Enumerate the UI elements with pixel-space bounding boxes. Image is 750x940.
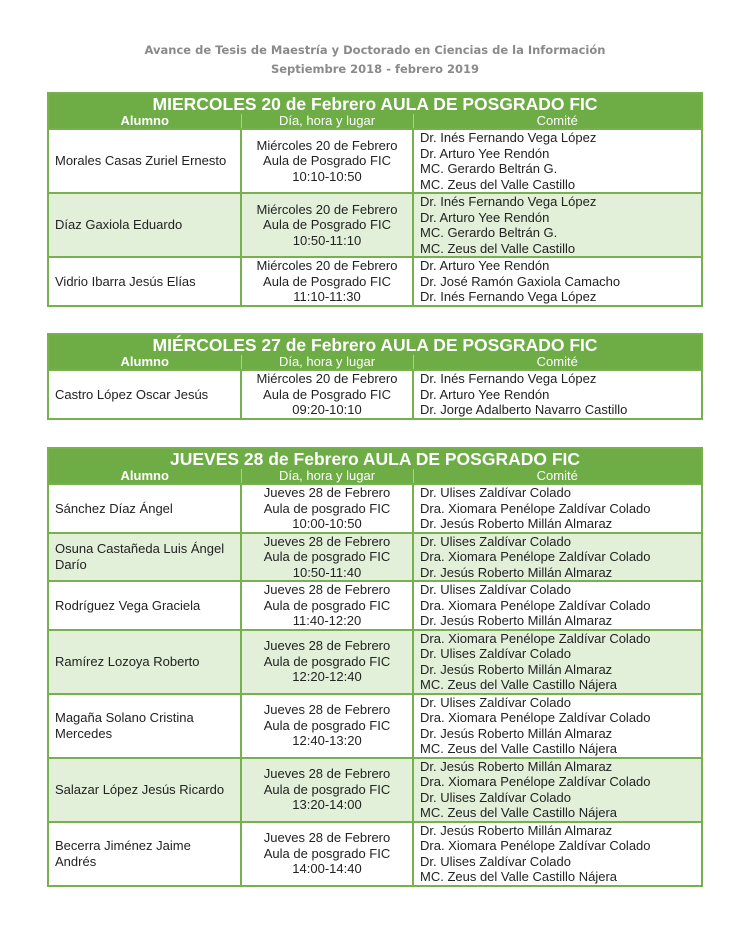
schedule-line: 11:40-12:20 (292, 613, 362, 628)
schedule-line: Aula de Posgrado FIC (263, 217, 391, 233)
committee-cell (413, 694, 702, 758)
schedule-line: Jueves 28 de Febrero (263, 582, 391, 597)
student-name: Magaña Solano Cristina Mercedes (48, 694, 241, 758)
committee-cell (413, 822, 702, 886)
document-header (0, 41, 750, 79)
committee-member: MC. Zeus del Valle Castillo (420, 240, 576, 256)
student-name: Sánchez Díaz Ángel (48, 484, 241, 533)
committee-cell (413, 533, 702, 582)
column-header: Día, hora y lugar (241, 355, 413, 370)
column-header-row (48, 355, 702, 370)
schedule-line: Jueves 28 de Febrero (263, 766, 391, 782)
committee-member: Dr. Ulises Zaldívar Colado (420, 582, 571, 597)
committee-member: Dra. Xiomara Penélope Zaldívar Colado (420, 774, 651, 789)
column-header: Comité (413, 469, 702, 484)
student-name: Castro López Oscar Jesús (48, 370, 241, 419)
document-subtitle: Septiembre 2018 - febrero 2019 (270, 62, 480, 76)
table-row (48, 484, 702, 533)
schedule-line: Jueves 28 de Febrero (263, 702, 391, 718)
schedule-cell (241, 581, 413, 630)
session-title-row (48, 93, 702, 114)
committee-cell (413, 758, 702, 822)
committee-member: Dr. Jesús Roberto Millán Almaraz (420, 564, 613, 580)
schedule-line: Jueves 28 de Febrero (263, 485, 391, 500)
committee-cell (413, 581, 702, 630)
document-title: Avance de Tesis de Maestría y Doctorado en Ciencias de la Información (144, 43, 606, 57)
schedule-line: Miércoles 20 de Febrero (256, 201, 398, 217)
committee-member: Dra. Xiomara Penélope Zaldívar Colado (420, 710, 651, 725)
schedule-line: 13:20-14:00 (292, 797, 362, 813)
session-table (47, 92, 703, 307)
table-row (48, 193, 702, 257)
committee-member: Dr. Jesús Roberto Millán Almaraz (420, 613, 613, 628)
student-name: Osuna Castañeda Luis Ángel Darío (48, 533, 241, 582)
column-header: Alumno (48, 114, 241, 129)
schedule-cell (241, 758, 413, 822)
schedule-line: 11:10-11:30 (293, 289, 361, 304)
schedule-line: 12:20-12:40 (292, 669, 362, 685)
session-title: MIÉRCOLES 27 de Febrero AULA DE POSGRADO FIC (48, 334, 702, 355)
committee-member: MC. Zeus del Valle Castillo (420, 176, 576, 192)
committee-cell (413, 484, 702, 533)
session-title: MIERCOLES 20 de Febrero AULA DE POSGRADO FIC (48, 93, 702, 114)
committee-member: MC. Zeus del Valle Castillo Nájera (420, 677, 617, 692)
column-header: Comité (413, 114, 702, 129)
committee-member: MC. Zeus del Valle Castillo Nájera (420, 805, 617, 820)
schedule-line: Miércoles 20 de Febrero (256, 137, 398, 153)
session-table (47, 447, 703, 887)
table-row (48, 822, 702, 886)
schedule-line: 10:50-11:10 (292, 232, 362, 248)
committee-cell (413, 630, 702, 694)
schedule-line: 10:10-10:50 (292, 168, 362, 184)
table-row (48, 758, 702, 822)
schedule-line: Aula de posgrado FIC (263, 653, 391, 669)
student-name: Salazar López Jesús Ricardo (48, 758, 241, 822)
session-title-row (48, 448, 702, 469)
table-row (48, 370, 702, 419)
committee-cell (413, 129, 702, 193)
committee-member: Dra. Xiomara Penélope Zaldívar Colado (420, 630, 651, 646)
committee-member: Dr. Inés Fernando Vega López (420, 371, 597, 386)
schedule-line: Aula de posgrado FIC (263, 597, 391, 613)
schedule-line: Jueves 28 de Febrero (263, 830, 391, 846)
schedule-line: Aula de posgrado FIC (263, 549, 391, 564)
schedule-cell (241, 129, 413, 193)
committee-member: MC. Gerardo Beltrán G. (420, 225, 558, 240)
schedule-cell (241, 193, 413, 257)
committee-member: Dr. Jesús Roberto Millán Almaraz (420, 516, 613, 531)
committee-member: Dr. Ulises Zaldívar Colado (420, 789, 571, 805)
schedule-line: Miércoles 20 de Febrero (256, 371, 398, 386)
schedule-cell (241, 694, 413, 758)
committee-member: Dr. Arturo Yee Rendón (420, 209, 550, 225)
schedule-cell (241, 484, 413, 533)
schedule-cell (241, 630, 413, 694)
student-name: Morales Casas Zuriel Ernesto (48, 129, 241, 193)
committee-member: MC. Zeus del Valle Castillo Nájera (420, 741, 617, 756)
column-header: Día, hora y lugar (241, 114, 413, 129)
column-header: Comité (413, 355, 702, 370)
table-row (48, 630, 702, 694)
table-row (48, 129, 702, 193)
committee-member: Dr. Jesús Roberto Millán Almaraz (420, 822, 613, 838)
committee-member: Dr. José Ramón Gaxiola Camacho (420, 273, 621, 289)
column-header-row (48, 469, 702, 484)
committee-member: Dr. Ulises Zaldívar Colado (420, 533, 571, 549)
committee-member: Dr. Inés Fernando Vega López (420, 130, 597, 145)
table-row (48, 257, 702, 306)
schedule-line: Miércoles 20 de Febrero (256, 258, 398, 273)
column-header: Alumno (48, 469, 241, 484)
schedule-line: 10:00-10:50 (292, 516, 362, 531)
committee-cell (413, 370, 702, 419)
schedule-line: Aula de Posgrado FIC (263, 273, 391, 289)
committee-member: Dr. Ulises Zaldívar Colado (420, 694, 571, 710)
schedule-line: Aula de Posgrado FIC (263, 153, 391, 169)
student-name: Ramírez Lozoya Roberto (48, 630, 241, 694)
schedule-cell (241, 257, 413, 306)
schedule-line: Aula de posgrado FIC (263, 500, 391, 516)
schedule-line: Aula de Posgrado FIC (263, 386, 391, 402)
column-header: Alumno (48, 355, 241, 370)
committee-member: Dra. Xiomara Penélope Zaldívar Colado (420, 597, 651, 613)
committee-member: Dra. Xiomara Penélope Zaldívar Colado (420, 549, 651, 564)
schedule-cell (241, 533, 413, 582)
committee-member: Dr. Ulises Zaldívar Colado (420, 485, 571, 500)
student-name: Becerra Jiménez Jaime Andrés (48, 822, 241, 886)
committee-member: Dr. Jesús Roberto Millán Almaraz (420, 758, 613, 774)
committee-member: MC. Zeus del Valle Castillo Nájera (420, 869, 617, 884)
schedule-line: 10:50-11:40 (292, 564, 362, 580)
committee-member: Dr. Jesús Roberto Millán Almaraz (420, 725, 613, 741)
committee-member: Dr. Arturo Yee Rendón (420, 258, 550, 273)
schedule-line: 14:00-14:40 (292, 861, 362, 877)
schedule-line: 12:40-13:20 (292, 733, 362, 749)
schedule-line: Jueves 28 de Febrero (263, 638, 391, 654)
column-header: Día, hora y lugar (241, 469, 413, 484)
schedule-cell (241, 370, 413, 419)
committee-member: Dr. Jesús Roberto Millán Almaraz (420, 661, 613, 677)
committee-member: Dra. Xiomara Penélope Zaldívar Colado (420, 838, 651, 853)
schedule-line: Aula de posgrado FIC (263, 717, 391, 733)
schedule-cell (241, 822, 413, 886)
schedule-line: Aula de posgrado FIC (263, 845, 391, 861)
committee-member: Dr. Jorge Adalberto Navarro Castillo (420, 402, 628, 417)
schedule-line: Aula de posgrado FIC (263, 781, 391, 797)
table-row (48, 533, 702, 582)
committee-member: MC. Gerardo Beltrán G. (420, 161, 558, 176)
session-title: JUEVES 28 de Febrero AULA DE POSGRADO FIC (48, 448, 702, 469)
committee-member: Dr. Arturo Yee Rendón (420, 386, 550, 402)
committee-member: Dr. Ulises Zaldívar Colado (420, 853, 571, 869)
committee-member: Dr. Ulises Zaldívar Colado (420, 646, 571, 661)
committee-cell (413, 257, 702, 306)
student-name: Rodríguez Vega Graciela (48, 581, 241, 630)
session-table (47, 333, 703, 420)
table-row (48, 581, 702, 630)
schedule-line: Jueves 28 de Febrero (263, 533, 391, 549)
table-row (48, 694, 702, 758)
column-header-row (48, 114, 702, 129)
committee-member: Dra. Xiomara Penélope Zaldívar Colado (420, 500, 651, 516)
student-name: Vidrio Ibarra Jesús Elías (48, 257, 241, 306)
committee-cell (413, 193, 702, 257)
student-name: Díaz Gaxiola Eduardo (48, 193, 241, 257)
schedule-line: 09:20-10:10 (292, 402, 362, 417)
session-title-row (48, 334, 702, 355)
committee-member: Dr. Arturo Yee Rendón (420, 145, 550, 161)
committee-member: Dr. Inés Fernando Vega López (420, 194, 597, 209)
committee-member: Dr. Inés Fernando Vega López (420, 289, 597, 304)
